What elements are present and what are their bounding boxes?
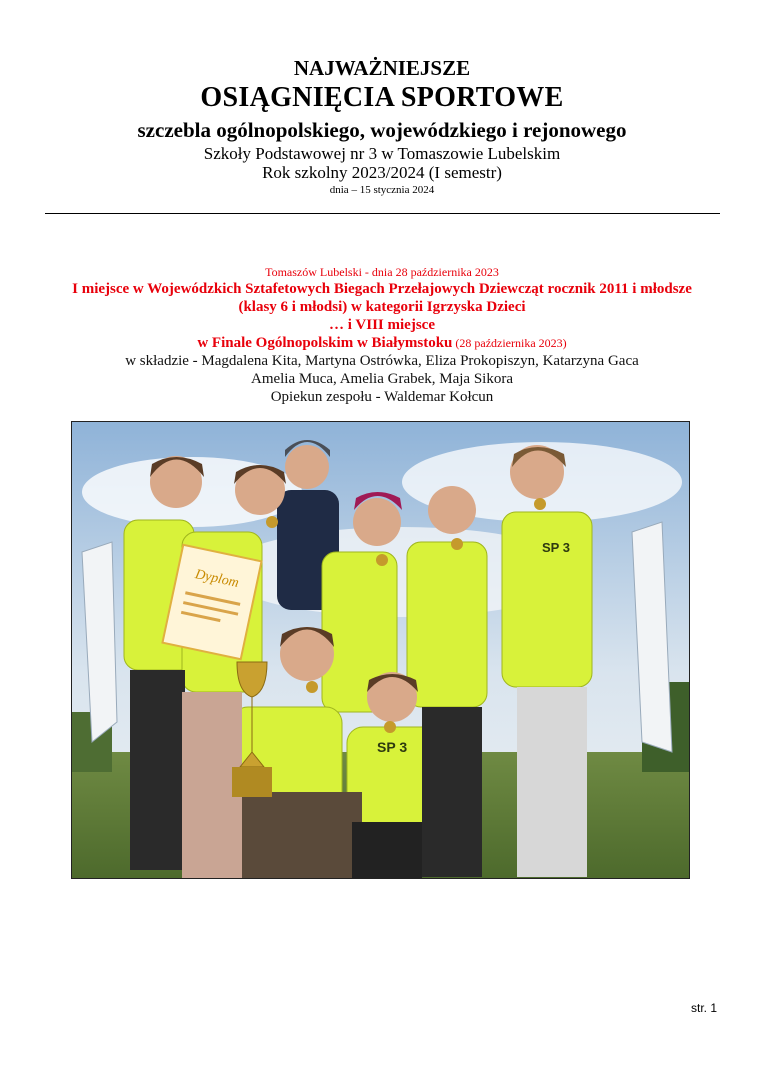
event-title-line2: (klasy 6 i młodsi) w kategorii Igrzyska Dzieci	[238, 299, 526, 315]
event-final-title: w Finale Ogólnopolskim w Białymstoku	[197, 335, 453, 351]
school-year: Rok szkolny 2023/2024 (I semestr)	[262, 163, 502, 182]
event-title-line1: I miejsce w Wojewódzkich Sztafetowych Biegach Przełajowych Dziewcząt rocznik 2011 i młodsze	[72, 281, 692, 297]
shirt-label: SP 3	[377, 739, 408, 755]
page-title: OSIĄGNIĘCIA SPORTOWE	[200, 82, 564, 113]
document-date: dnia – 15 stycznia 2024	[329, 184, 435, 196]
event-title-line4	[0, 335, 764, 352]
header-divider	[45, 213, 720, 214]
event-place-date: Tomaszów Lubelski - dnia 28 października 2023	[265, 265, 499, 279]
school-name: Szkoły Podstawowej nr 3 w Tomaszowie Lubelskim	[203, 144, 561, 163]
shirt-label-2: SP 3	[542, 540, 570, 555]
team-photo	[71, 421, 690, 879]
event-final-date: (28 października 2023)	[452, 336, 567, 350]
team-coach: Opiekun zespołu - Waldemar Kołcun	[270, 389, 494, 405]
diploma-text: Dyplom	[193, 567, 241, 591]
page-number: str. 1	[690, 1001, 717, 1015]
heading-najwazniejsze: NAJWAŻNIEJSZE	[293, 56, 471, 80]
squad-line2: Amelia Muca, Amelia Grabek, Maja Sikora	[250, 371, 513, 387]
event-title-line3: … i VIII miejsce	[329, 317, 435, 333]
heading-level: szczebla ogólnopolskiego, wojewódzkiego i rejonowego	[137, 118, 627, 142]
squad-line1: w składzie - Magdalena Kita, Martyna Ostrówka, Eliza Prokopiszyn, Katarzyna Gaca	[125, 353, 639, 369]
